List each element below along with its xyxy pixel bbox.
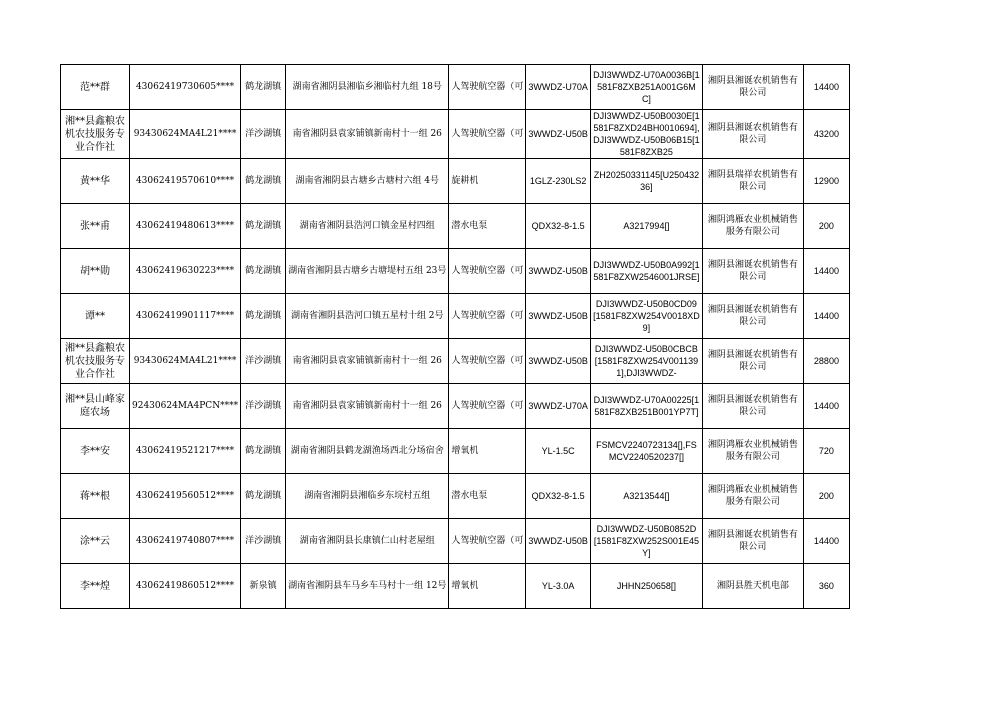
applicant-name-cell: 涂**云	[61, 519, 130, 564]
dealer-cell: 湘阴县瑞祥农机销售有限公司	[702, 159, 803, 204]
table-row	[61, 429, 850, 474]
id-number-cell: 43062419630223****	[130, 249, 241, 294]
address-cell: 南省湘阴县袁家铺镇新南村十一组 26	[286, 110, 449, 159]
applicant-name-cell: 蒋**根	[61, 474, 130, 519]
product-cell: 增氧机	[449, 564, 526, 609]
amount-cell: 720	[803, 429, 849, 474]
serial-cell: DJI3WWDZ-U50B0CBCB[1581F8ZXW254V0011391],DJI3WWDZ-	[590, 339, 702, 384]
applicant-name-cell: 李**煌	[61, 564, 130, 609]
product-cell: 人驾驶航空器（可	[449, 339, 526, 384]
address-cell: 湖南省湘阴县古塘乡古塘堤村五组 23号	[286, 249, 449, 294]
model-cell: 3WWDZ-U50B	[526, 339, 591, 384]
table-body	[61, 65, 850, 609]
serial-cell: DJI3WWDZ-U50B0852D[1581F8ZXW252S001E45Y]	[590, 519, 702, 564]
address-cell: 湖南省湘阴县车马乡车马村十一组 12号	[286, 564, 449, 609]
amount-cell: 12900	[803, 159, 849, 204]
amount-cell: 14400	[803, 294, 849, 339]
address-cell: 湖南省湘阴县湘临乡东垸村五组	[286, 474, 449, 519]
model-cell: 3WWDZ-U50B	[526, 294, 591, 339]
dealer-cell: 湘阴鸿雁农业机械销售服务有限公司	[702, 429, 803, 474]
product-cell: 潜水电泵	[449, 204, 526, 249]
table-row	[61, 564, 850, 609]
table-row	[61, 110, 850, 159]
town-cell: 鹤龙湖镇	[241, 474, 286, 519]
amount-cell: 200	[803, 474, 849, 519]
table-row	[61, 65, 850, 110]
address-cell: 湖南省湘阴县鹤龙湖渔场西北分场宿舍	[286, 429, 449, 474]
serial-cell: ZH20250331145[U25043236]	[590, 159, 702, 204]
amount-cell: 360	[803, 564, 849, 609]
dealer-cell: 湘阴鸿雁农业机械销售服务有限公司	[702, 474, 803, 519]
id-number-cell: 92430624MA4PCN****	[130, 384, 241, 429]
applicant-name-cell: 黄**华	[61, 159, 130, 204]
id-number-cell: 43062419480613****	[130, 204, 241, 249]
town-cell: 鹤龙湖镇	[241, 204, 286, 249]
product-cell: 旋耕机	[449, 159, 526, 204]
id-number-cell: 43062419560512****	[130, 474, 241, 519]
table-row	[61, 204, 850, 249]
address-cell: 湖南省湘阴县古塘乡古塘村六组 4号	[286, 159, 449, 204]
model-cell: YL-3.0A	[526, 564, 591, 609]
table-row	[61, 474, 850, 519]
dealer-cell: 湘阴县湘诞农机销售有限公司	[702, 339, 803, 384]
town-cell: 鹤龙湖镇	[241, 294, 286, 339]
address-cell: 湖南省湘阴县浩河口镇五星村十组 2号	[286, 294, 449, 339]
product-cell: 人驾驶航空器（可	[449, 249, 526, 294]
town-cell: 洋沙湖镇	[241, 519, 286, 564]
serial-cell: DJI3WWDZ-U70A00225[1581F8ZXB251B001YP7T]	[590, 384, 702, 429]
id-number-cell: 43062419901117****	[130, 294, 241, 339]
dealer-cell: 湘阴县湘诞农机销售有限公司	[702, 519, 803, 564]
amount-cell: 28800	[803, 339, 849, 384]
dealer-cell: 湘阴县湘诞农机销售有限公司	[702, 294, 803, 339]
applicant-name-cell: 谭**	[61, 294, 130, 339]
product-cell: 人驾驶航空器（可	[449, 65, 526, 110]
dealer-cell: 湘阴县湘诞农机销售有限公司	[702, 65, 803, 110]
id-number-cell: 93430624MA4L21****	[130, 110, 241, 159]
applicant-name-cell: 李**安	[61, 429, 130, 474]
serial-cell: DJI3WWDZ-U70A0036B[1581F8ZXB251A001G6MC]	[590, 65, 702, 110]
applicant-name-cell: 张**甫	[61, 204, 130, 249]
serial-cell: DJI3WWDZ-U50B0030E[1581F8ZXD24BH0010694],DJI3WWDZ-U50B06B15[1581F8ZXB25	[590, 110, 702, 159]
product-cell: 潜水电泵	[449, 474, 526, 519]
model-cell: 1GLZ-230LS2	[526, 159, 591, 204]
town-cell: 鹤龙湖镇	[241, 249, 286, 294]
product-cell: 人驾驶航空器（可	[449, 110, 526, 159]
amount-cell: 14400	[803, 519, 849, 564]
amount-cell: 14400	[803, 65, 849, 110]
id-number-cell: 43062419730605****	[130, 65, 241, 110]
town-cell: 新泉镇	[241, 564, 286, 609]
address-cell: 南省湘阴县袁家铺镇新南村十一组 26	[286, 384, 449, 429]
table-row	[61, 384, 850, 429]
applicant-name-cell: 范**群	[61, 65, 130, 110]
model-cell: YL-1.5C	[526, 429, 591, 474]
dealer-cell: 湘阴县湘诞农机销售有限公司	[702, 384, 803, 429]
product-cell: 人驾驶航空器（可	[449, 384, 526, 429]
id-number-cell: 43062419521217****	[130, 429, 241, 474]
town-cell: 鹤龙湖镇	[241, 429, 286, 474]
table-row	[61, 249, 850, 294]
amount-cell: 200	[803, 204, 849, 249]
id-number-cell: 43062419740807****	[130, 519, 241, 564]
amount-cell: 14400	[803, 384, 849, 429]
applicant-name-cell: 湘**县鑫粮农机农技服务专业合作社	[61, 110, 130, 159]
subsidy-table	[60, 64, 850, 609]
table-row	[61, 294, 850, 339]
model-cell: QDX32-8-1.5	[526, 204, 591, 249]
dealer-cell: 湘阴县湘诞农机销售有限公司	[702, 110, 803, 159]
serial-cell: A3213544[]	[590, 474, 702, 519]
dealer-cell: 湘阴鸿雁农业机械销售服务有限公司	[702, 204, 803, 249]
amount-cell: 43200	[803, 110, 849, 159]
town-cell: 洋沙湖镇	[241, 110, 286, 159]
id-number-cell: 93430624MA4L21****	[130, 339, 241, 384]
model-cell: QDX32-8-1.5	[526, 474, 591, 519]
serial-cell: DJI3WWDZ-U50B0CD09[1581F8ZXW254V0018XD9]	[590, 294, 702, 339]
applicant-name-cell: 胡**勋	[61, 249, 130, 294]
town-cell: 洋沙湖镇	[241, 339, 286, 384]
town-cell: 洋沙湖镇	[241, 384, 286, 429]
model-cell: 3WWDZ-U50B	[526, 110, 591, 159]
applicant-name-cell: 湘**县山峰家庭农场	[61, 384, 130, 429]
serial-cell: JHHN250658[]	[590, 564, 702, 609]
model-cell: 3WWDZ-U50B	[526, 519, 591, 564]
serial-cell: FSMCV2240723134[],FSMCV2240520237[]	[590, 429, 702, 474]
id-number-cell: 43062419860512****	[130, 564, 241, 609]
applicant-name-cell: 湘**县鑫粮农机农技服务专业合作社	[61, 339, 130, 384]
dealer-cell: 湘阴县湘诞农机销售有限公司	[702, 249, 803, 294]
address-cell: 南省湘阴县袁家铺镇新南村十一组 26	[286, 339, 449, 384]
product-cell: 人驾驶航空器（可	[449, 519, 526, 564]
address-cell: 湖南省湘阴县长康镇仁山村老屋组	[286, 519, 449, 564]
product-cell: 人驾驶航空器（可	[449, 294, 526, 339]
serial-cell: DJI3WWDZ-U50B0A992[1581F8ZXW2546001JRSE]	[590, 249, 702, 294]
table-row	[61, 339, 850, 384]
town-cell: 鹤龙湖镇	[241, 159, 286, 204]
town-cell: 鹤龙湖镇	[241, 65, 286, 110]
address-cell: 湖南省湘阴县浩河口镇金星村四组	[286, 204, 449, 249]
dealer-cell: 湘阴县胜天机电部	[702, 564, 803, 609]
amount-cell: 14400	[803, 249, 849, 294]
table-row	[61, 519, 850, 564]
model-cell: 3WWDZ-U70A	[526, 384, 591, 429]
id-number-cell: 43062419570610****	[130, 159, 241, 204]
serial-cell: A3217994[]	[590, 204, 702, 249]
product-cell: 增氧机	[449, 429, 526, 474]
model-cell: 3WWDZ-U70A	[526, 65, 591, 110]
table-row	[61, 159, 850, 204]
address-cell: 湖南省湘阴县湘临乡湘临村九组 18号	[286, 65, 449, 110]
model-cell: 3WWDZ-U50B	[526, 249, 591, 294]
